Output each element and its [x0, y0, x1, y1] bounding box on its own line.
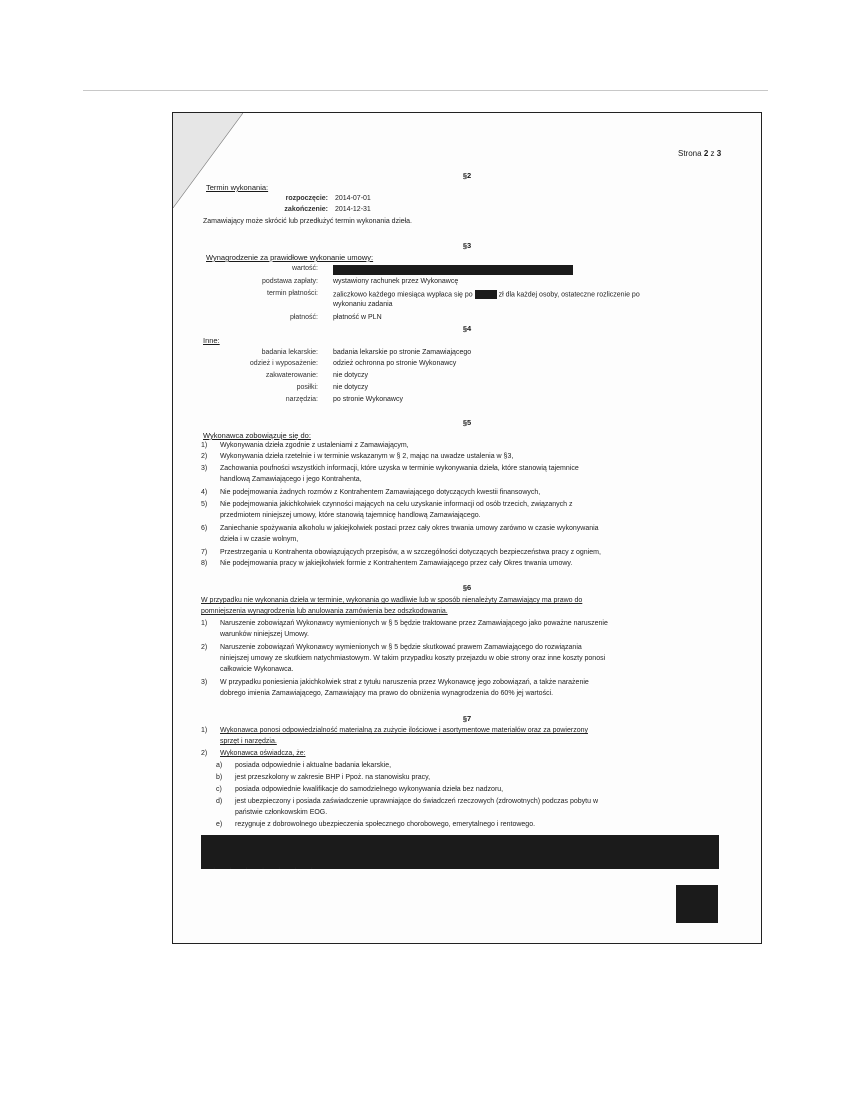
accommodation-value: nie dotyczy: [333, 372, 369, 379]
redacted-stamp: [676, 885, 718, 923]
payment-term-value: zaliczkowo każdego miesiąca wypłaca się po zł dla każdej osoby, ostateczne rozliczenie po: [333, 291, 640, 299]
clothing-label: odzież i wyposażenie:: [249, 360, 318, 367]
top-divider: [83, 90, 768, 91]
list-item: Nie podejmowania pracy w jakiejkolwiek formie z Kontrahentem Zamawiającego przez cały Okres trwania umowy.: [220, 560, 573, 567]
clothing-value: odzież ochronna po stronie Wykonawcy: [333, 360, 457, 367]
list-item-number: 5): [201, 501, 208, 508]
list-item-number: 8): [201, 560, 208, 567]
sub-item-letter: b): [216, 774, 223, 781]
section-3-heading: §3: [462, 241, 472, 250]
sub-item-letter: e): [216, 821, 223, 828]
tools-label: narzędzia:: [285, 396, 318, 403]
list-item-cont: niniejszej umowy ze skutkiem natychmiastowym. W takim przypadku koszty przejazdu w obie strony oraz inne koszty ponosi: [220, 655, 606, 662]
list-item-number: 3): [201, 679, 208, 686]
section-3-title: Wynagrodzenie za prawidłowe wykonanie umowy:: [206, 253, 374, 262]
list-item: Wykonywania dzieła zgodnie z ustaleniami z Zamawiającym,: [220, 442, 409, 449]
scan-corner-artifact: [173, 113, 243, 208]
sub-item: posiada odpowiednie kwalifikacje do samodzielnego wykonywania dzieła bez nadzoru,: [235, 786, 504, 793]
payment-term-label: termin płatności:: [267, 290, 318, 297]
medical-label: badania lekarskie:: [261, 349, 318, 356]
section-2-heading: §2: [462, 171, 472, 180]
redacted-block: [201, 835, 719, 869]
list-item: W przypadku poniesienia jakichkolwiek strat z tytułu naruszenia przez Wykonawcę jego zobowiązań, a także narażenie: [220, 679, 589, 686]
tools-value: po stronie Wykonawcy: [333, 396, 403, 403]
section-4-heading: §4: [462, 324, 472, 333]
sub-item-letter: c): [216, 786, 222, 793]
payment-basis-value: wystawiony rachunek przez Wykonawcę: [333, 278, 459, 285]
medical-value: badania lekarskie po stronie Zamawiającego: [333, 349, 472, 356]
list-item: Nie podejmowania żadnych rozmów z Kontrahentem Zamawiającego dotyczących kwestii finansowych,: [220, 489, 541, 496]
payment-currency-label: płatność:: [289, 314, 318, 321]
section-2-title: Termin wykonania:: [206, 183, 269, 192]
sub-item: rezygnuje z dobrowolnego ubezpieczenia społecznego chorobowego, emerytalnego i rentowego.: [235, 821, 536, 828]
start-label: rozpoczęcie:: [285, 195, 328, 202]
list-item: Zachowania poufności wszystkich informacji, które uzyska w terminie wykonywania dzieła, które stanowią tajemnice: [220, 465, 579, 472]
list-item-number: 2): [201, 644, 208, 651]
list-item-number: 4): [201, 489, 208, 496]
list-item-cont: dobrego imienia Zamawiającego, Zamawiający ma prawo do obniżenia wynagrodzenia do 60% jej wartości.: [220, 690, 554, 697]
list-item-cont: warunków niniejszej Umowy.: [220, 631, 309, 638]
section-5-title: Wykonawca zobowiązuje się do:: [203, 431, 311, 440]
start-value: 2014-07-01: [335, 195, 371, 202]
meals-label: posiłki:: [296, 384, 318, 391]
declaration-title: Wykonawca oświadcza, że:: [220, 750, 306, 757]
list-item: Nie podejmowania jakichkolwiek czynności mających na celu uzyskanie informacji od osób trzecich, związanych z: [220, 501, 573, 508]
section-6-heading: §6: [462, 583, 472, 592]
value-label: wartość:: [291, 265, 318, 272]
scanned-document: [172, 112, 762, 944]
handwritten-marks: · · · · · · ·: [213, 865, 319, 872]
payment-basis-label: podstawa zapłaty:: [261, 278, 318, 285]
list-item-number: 1): [201, 620, 208, 627]
sub-item-letter: d): [216, 798, 223, 805]
accommodation-label: zakwaterowanie:: [265, 372, 318, 379]
sub-item: jest ubezpieczony i posiada zaświadczenie uprawniające do świadczeń rzeczowych (zdrowotnych) podczas pobytu w: [235, 798, 599, 805]
list-item-number: 1): [201, 442, 208, 449]
payment-term-value-cont: wykonaniu zadania: [333, 301, 393, 308]
page-number: Strona 2 z 3: [678, 149, 722, 158]
list-item-cont: przedmiotem niniejszej umowy, które stanowią tajemnicę handlową Zamawiającego.: [220, 512, 481, 519]
list-item-cont: całkowicie Wykonawca.: [220, 666, 294, 673]
list-item-number: 3): [201, 465, 208, 472]
end-value: 2014-12-31: [335, 206, 371, 213]
sub-item-cont: państwie członkowskim EOG.: [235, 809, 328, 816]
list-item-number: 7): [201, 549, 208, 556]
list-item-number: 6): [201, 525, 208, 532]
list-item: Naruszenie zobowiązań Wykonawcy wymienionych w § 5 będzie traktowane przez Zamawiającego jako poważne naruszenie: [220, 620, 608, 627]
section-2-note: Zamawiający może skrócić lub przedłużyć termin wykonania dzieła.: [203, 218, 412, 225]
list-item: Przestrzegania u Kontrahenta obowiązujących przepisów, a w szczególności dotyczących bezpieczeństwa pracy z ogniem,: [220, 549, 601, 556]
list-item: Zaniechanie spożywania alkoholu w jakiejkolwiek postaci przez cały okres trwania umowy zarówno w czasie wykonywania: [220, 525, 599, 532]
liability-clause-cont: sprzęt i narzędzia.: [220, 738, 277, 745]
list-item-number: 1): [201, 727, 208, 734]
sub-item-letter: a): [216, 762, 223, 769]
meals-value: nie dotyczy: [333, 384, 369, 391]
list-item: Wykonywania dzieła rzetelnie i w terminie wskazanym w § 2, mając na uwadze ustalenia w §3,: [220, 453, 514, 460]
sub-item: jest przeszkolony w zakresie BHP i Ppoż. na stanowisku pracy,: [235, 774, 431, 781]
list-item-number: 2): [201, 453, 208, 460]
list-item-cont: dzieła i w czasie wolnym,: [220, 536, 299, 543]
section-6-intro: W przypadku nie wykonania dzieła w terminie, wykonania go wadliwie lub w sposób nienależyty Zamawiający ma prawo do: [201, 597, 583, 604]
payment-currency-value: płatność w PLN: [333, 314, 382, 321]
end-label: zakończenie:: [284, 206, 328, 213]
sub-item: posiada odpowiednie i aktualne badania lekarskie,: [235, 762, 392, 769]
section-4-title: Inne:: [203, 336, 220, 345]
redacted-amount: [475, 290, 497, 299]
section-5-heading: §5: [462, 418, 472, 427]
liability-clause: Wykonawca ponosi odpowiedzialność materialną za zużycie ilościowe i asortymentowe materiałów oraz za powierzony: [220, 727, 588, 734]
list-item-number: 2): [201, 750, 208, 757]
redacted-value: [333, 265, 573, 275]
list-item-cont: handlową Zamawiającego i jego Kontrahenta,: [220, 476, 362, 483]
section-7-heading: §7: [462, 714, 472, 723]
list-item: Naruszenie zobowiązań Wykonawcy wymienionych w § 5 będzie skutkować prawem Zamawiającego do rozwiązania: [220, 644, 582, 651]
section-6-intro-cont: pomniejszenia wynagrodzenia lub anulowania zamówienia bez odszkodowania.: [201, 608, 448, 615]
